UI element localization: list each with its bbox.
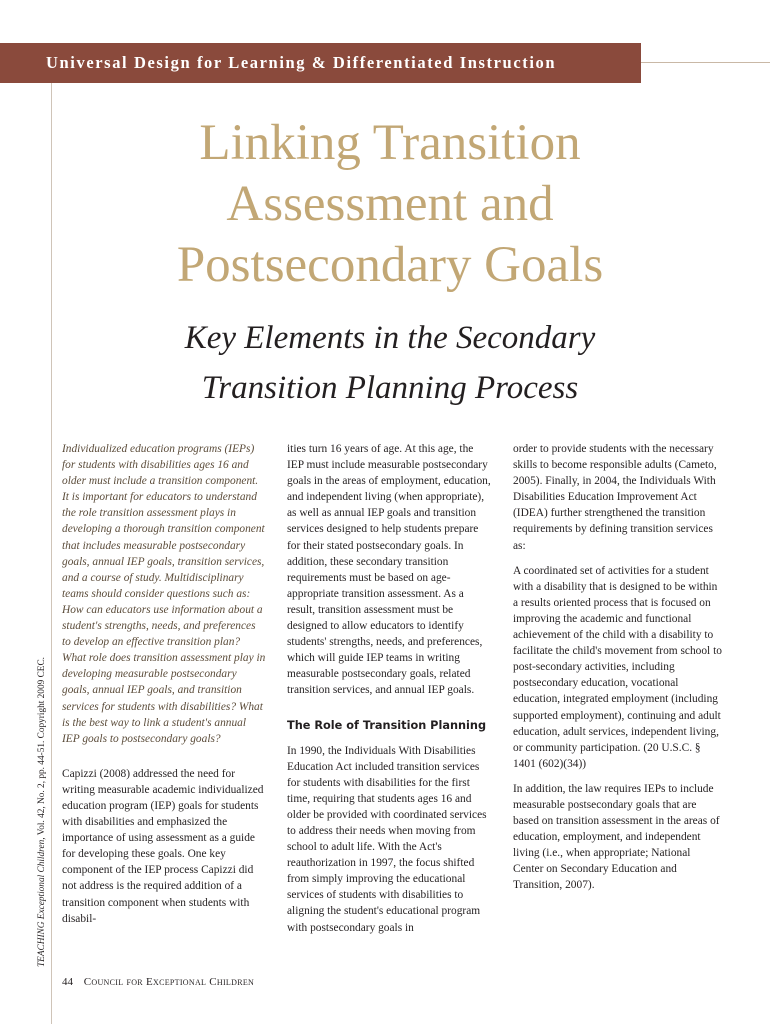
- subtitle-line: Key Elements in the Secondary: [184, 320, 596, 356]
- body-paragraph: In addition, the law requires IEPs to include measurable postsecondary goals that are based on transition assessment in the areas of education, employment, and independent living (i.e., when appropriate; National Center on Secondary Education and Transition, 2007).: [513, 782, 720, 892]
- section-heading: The Role of Transition Planning: [287, 718, 487, 732]
- body-paragraph: order to provide students with the necessary skills to become responsible adults (Cameto, 2005). Finally, in 2004, the Individuals With Disabilities Education Improvement Act (IDEA) further strengthened the transition requirements by defining transition services as:: [513, 443, 717, 552]
- title-line: Linking Transition: [199, 115, 581, 171]
- subtitle-line: Transition Planning Process: [201, 369, 579, 406]
- body-paragraph: In 1990, the Individuals With Disabilities Education Act included transition services for students with disabilities for the first time, requiring that students ages 16 and older be provided with coordinated services to address their needs when moving from school to adult life. With the Act's reauthorization in 1997, the focus shifted from simply improving the educational services of students with disabilities to aligning the student's educational program with postsecondary goals in: [287, 744, 487, 934]
- footer-org: Council for Exceptional Children: [83, 976, 255, 988]
- body-paragraph: ities turn 16 years of age. At this age, the IEP must include measurable postsecondary goals in the areas of employment, education, and independent living (when appropriate), as well as annual IEP goals and transition services designed to help students prepare for their stated postsecondary goals. In addition, these secondary transition requirements must be based on age-appropriate transition assessment. As a result, transition assessment must be designed to allow educators to identify students' strengths, needs, and preferences, which will guide IEP teams in writing measurable postsecondary goals, related transition services, and annual IEP goals.: [287, 443, 491, 697]
- title-line: Assessment and: [226, 176, 554, 233]
- article-title: [100, 113, 680, 297]
- citation-details: Vol. 42, No. 2, pp. 44-51. Copyright 2009 CEC.: [37, 657, 47, 836]
- block-quote: A coordinated set of activities for a student with a disability that is designed to be within a results oriented process that is focused on improving the academic and functional achievement of the child with a disability to facilitate the child's movement from school to post-secondary activities, including postsecondary education, vocational education, integrated employment (including supported employment), continuing and adult education, adult services, independent living, or community participation. (20 U.S.C. § 1401 (602)(34)): [513, 564, 722, 770]
- page-number: 44: [62, 976, 73, 988]
- margin-rule: [51, 83, 52, 1024]
- title-line: Postsecondary Goals: [176, 237, 604, 294]
- article-subtitle: [100, 314, 680, 413]
- column-1: [62, 441, 266, 927]
- section-banner: [0, 43, 641, 83]
- body-paragraph: Capizzi (2008) addressed the need for writing measurable academic individualized education program (IEP) goals for students with disabilities and emphasized the importance of using assessment as a guide for developing these goals. One key component of the IEP process Capizzi did not address is the required addition of a transition component when students with disabil-: [62, 767, 264, 925]
- page-footer: [62, 976, 254, 988]
- column-3: [513, 441, 723, 894]
- journal-name: TEACHING Exceptional Children,: [37, 837, 47, 967]
- citation-sidenote: [37, 657, 47, 967]
- abstract: Individualized education programs (IEPs) for students with disabilities ages 16 and older must include a transition component. It is important for educators to understand the role transition assessment plays in developing a thorough transition component that includes measurable postsecondary goals, annual IEP goals, transition services, and a course of study. Multidisciplinary teams should consider questions such as: How can educators use information about a student's strengths, needs, and preferences to develop an effective transition plan? What role does transition assessment play in developing measurable postsecondary goals, annual IEP goals, and transition services for students with disabilities? What is the best way to link a student's annual IEP goals to postsecondary goals?: [62, 443, 266, 745]
- column-2: [287, 441, 491, 936]
- banner-text: Universal Design for Learning & Differentiated Instruction: [46, 53, 557, 72]
- banner-rule: [641, 62, 770, 63]
